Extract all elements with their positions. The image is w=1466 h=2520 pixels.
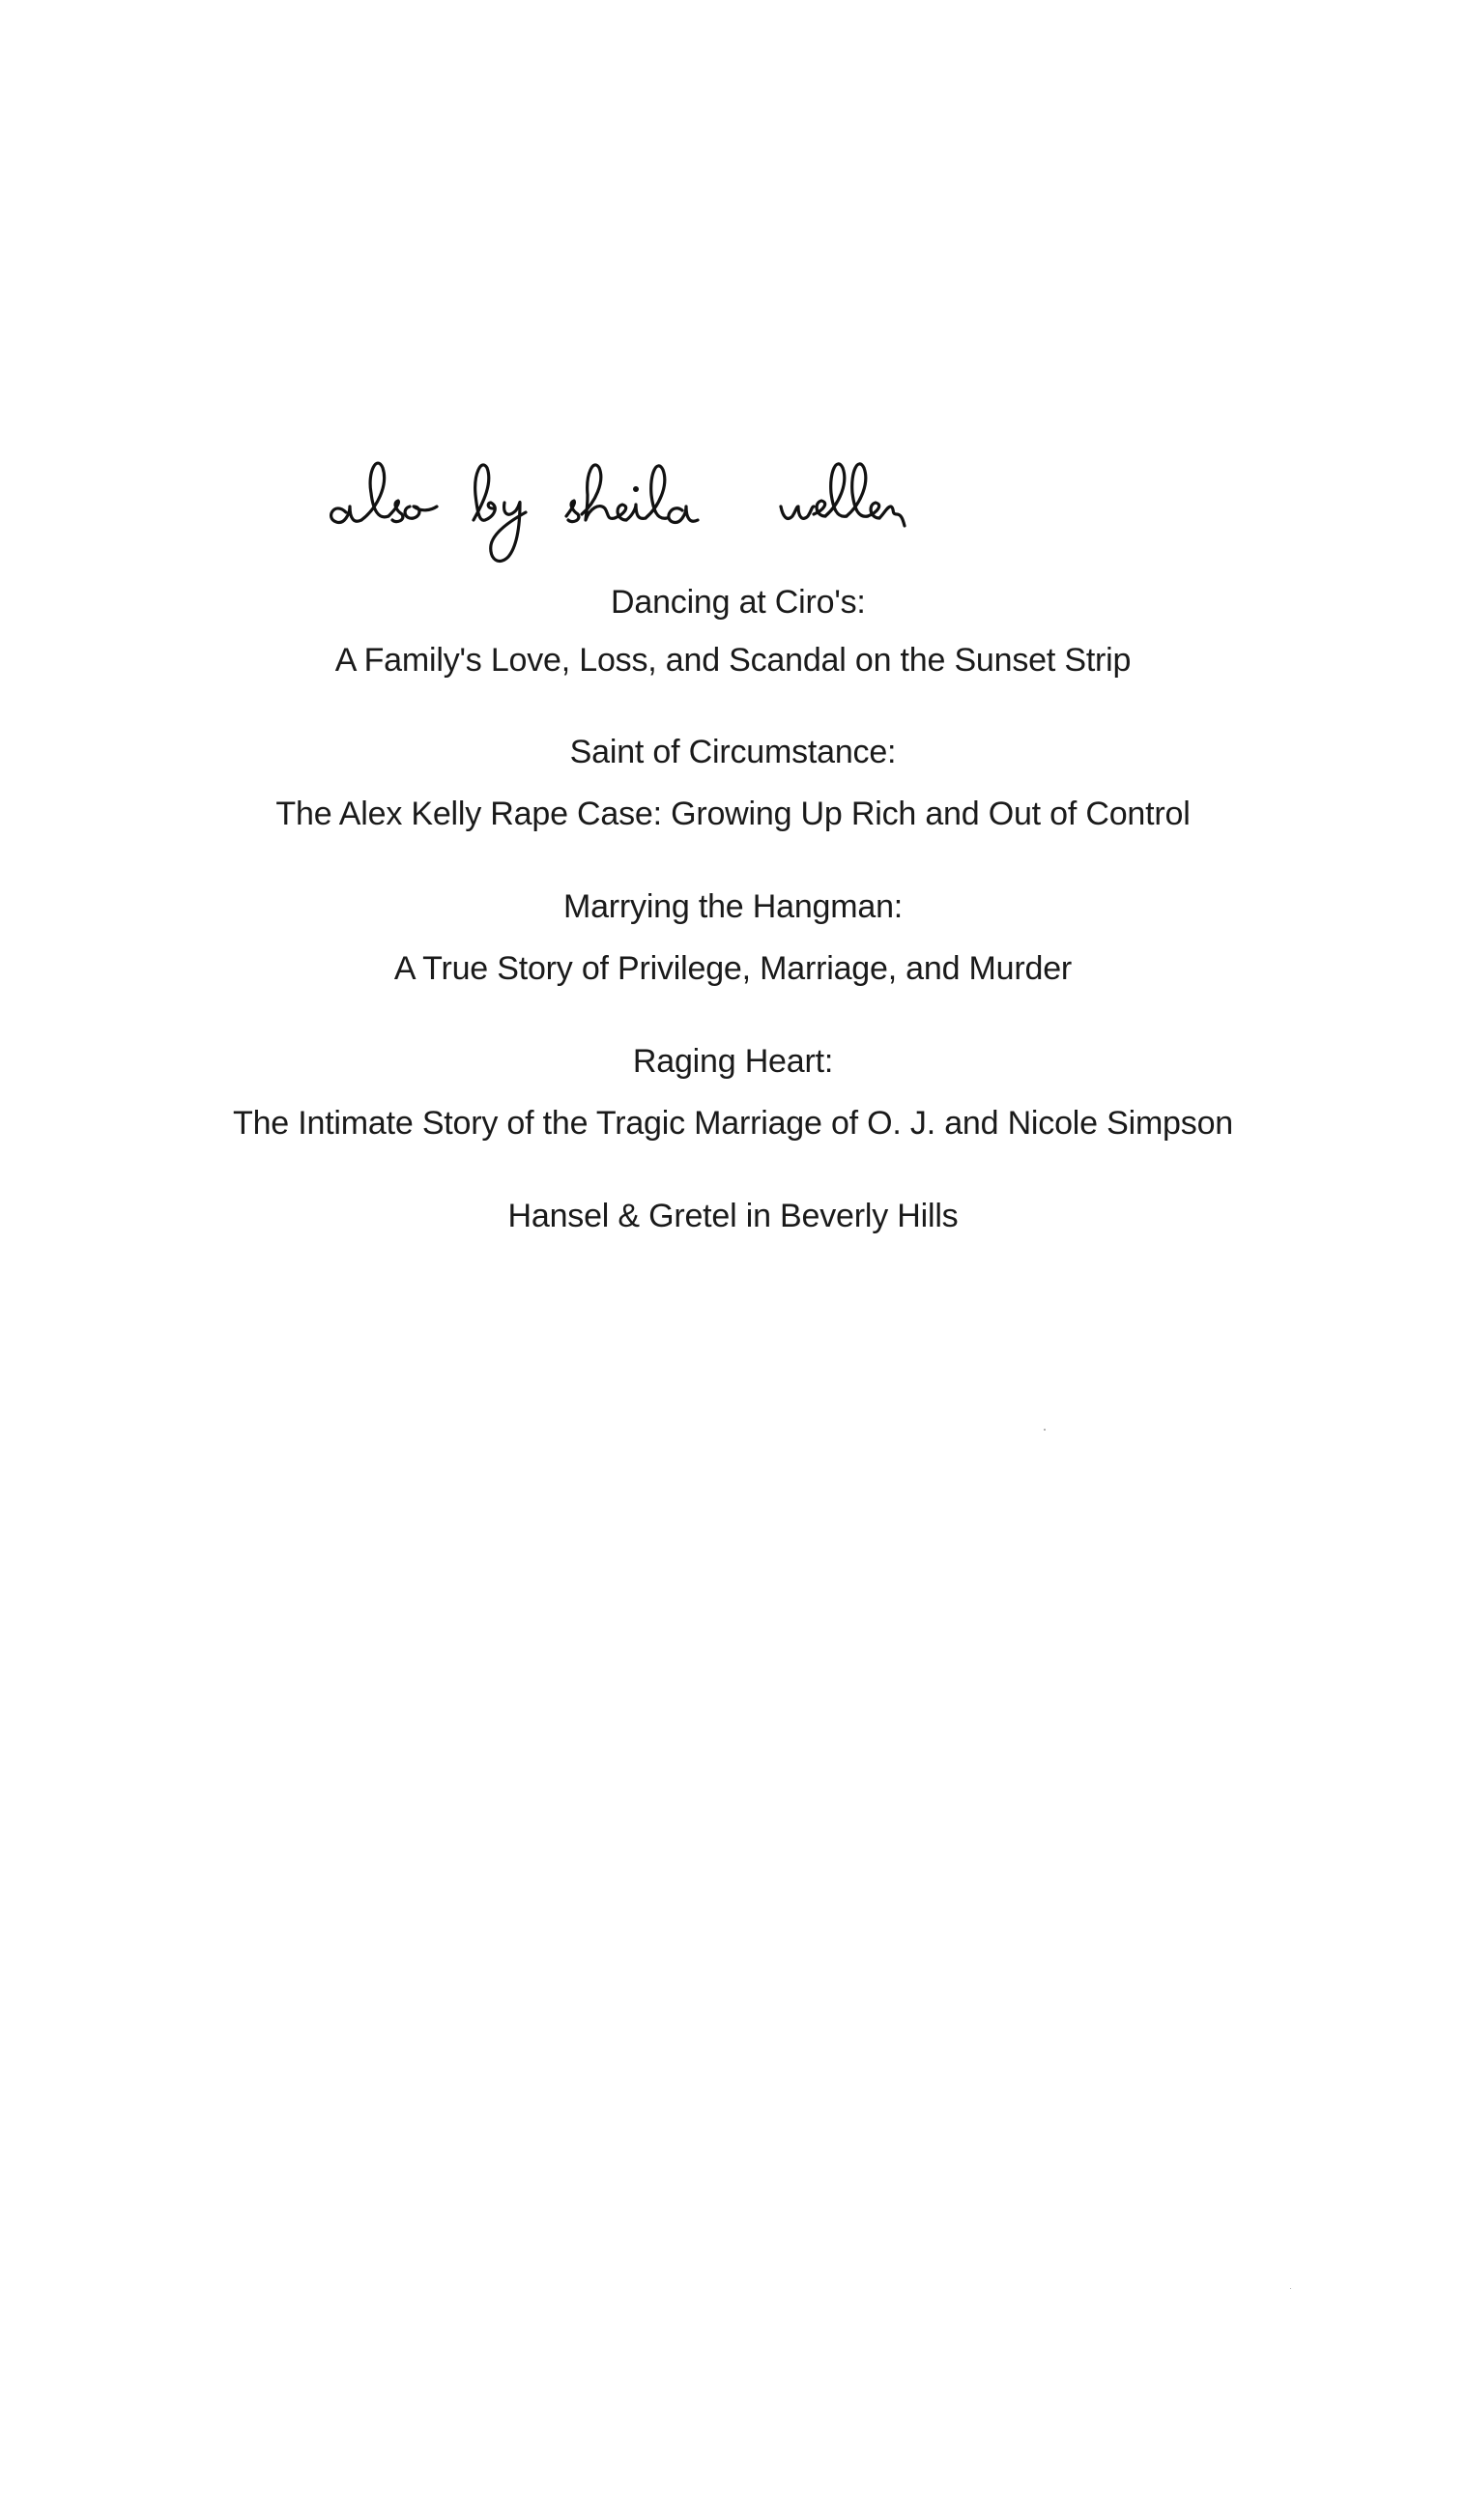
book-title: Hansel & Gretel in Beverly Hills	[507, 1198, 959, 1234]
book-subtitle: The Alex Kelly Rape Case: Growing Up Rich and Out of Control	[275, 796, 1191, 832]
book-title: Raging Heart:	[632, 1043, 834, 1080]
scan-speck	[1044, 1429, 1046, 1431]
book-subtitle: A Family's Love, Loss, and Scandal on the Sunset Strip	[334, 642, 1132, 679]
book-title: Dancing at Ciro's:	[611, 584, 866, 621]
book-subtitle: The Intimate Story of the Tragic Marriage of O. J. and Nicole Simpson	[233, 1105, 1233, 1142]
book-title: Marrying the Hangman:	[562, 888, 904, 925]
scan-speck	[1290, 2288, 1291, 2289]
book-title: Saint of Circumstance:	[569, 734, 897, 770]
book-subtitle: A True Story of Privilege, Marriage, and Murder	[393, 950, 1073, 987]
